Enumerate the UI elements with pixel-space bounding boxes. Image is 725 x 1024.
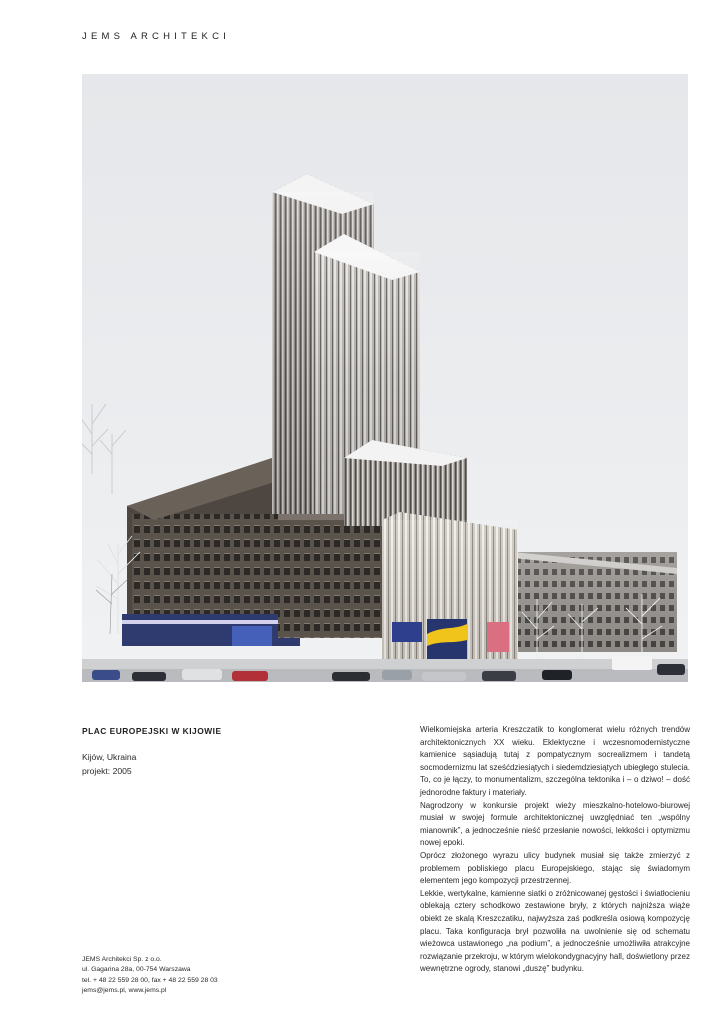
description-paragraph: Lekkie, wertykalne, kamienne siatki o zróżnicowanej gęstości i światłocieniu oblekają cztery schodkowo zestawione bryły, z których najniższa wiąże obiekt ze skalą Kreszczatiku, najwyższa zaś podkreśla osiową kompozycję placu. Taka konfiguracja brył pozwoliła na uwolnienie się od schematu wieżowca ustawionego „na podium”, a jednocześnie umożliwiła atrakcyjne rozwiązanie przekroju, w którym wielokondygnacyjny hall, doświetlony przez wewnętrzne ogrody, stanowi „duszę” budynku. (420, 888, 690, 974)
brand-header: JEMS ARCHITEKCI (82, 31, 230, 42)
contact-block (82, 955, 218, 997)
contact-phone: tel. + 48 22 559 28 00, fax + 48 22 559 28 03 (82, 976, 218, 984)
contact-company: JEMS Architekci Sp. z o.o. (82, 956, 162, 963)
description-paragraph: Nagrodzony w konkursie projekt wieży mieszkalno-hotelowo-biurowej musiał w swojej formule architektonicznej uwzględniać ten „wspólny mianownik”, a jednocześnie nieść przesłanie nowości, lekkości i optymizmu nowej epoki. (420, 800, 690, 848)
description-paragraph: Wielkomiejska arteria Kreszczatik to konglomerat wielu różnych trendów architektonicznych XX wieku. Eklektyczne i wczesnomodernistyczne kamienice sąsiadują tutaj z pompatycznym socrealizmem i tandetą socmodernizmu lat sześćdziesiątych i siedemdziesiątych ubiegłego stulecia. To, co je łączy, to monumentalizm, szczególna tektonika i – o dziwo! – dość jednorodne faktury i materiały. (420, 725, 690, 797)
project-title: PLAC EUROPEJSKI W KIJOWIE (82, 726, 222, 736)
project-description (420, 724, 690, 976)
project-meta (82, 750, 136, 778)
project-location: Kijów, Ukraina (82, 752, 137, 762)
contact-address: ul. Gagarina 28a, 00-754 Warszawa (82, 966, 191, 974)
description-paragraph: Oprócz złożonego wyrazu ulicy budynek musiał się także zmierzyć z problemem pobliskiego placu Europejskiego, stając się świadomym elementem jego kompozycji przestrzennej. (420, 850, 690, 886)
project-rendering (82, 74, 688, 682)
project-year: projekt: 2005 (82, 766, 132, 776)
contact-web: jems@jems.pl, www.jems.pl (82, 987, 167, 995)
